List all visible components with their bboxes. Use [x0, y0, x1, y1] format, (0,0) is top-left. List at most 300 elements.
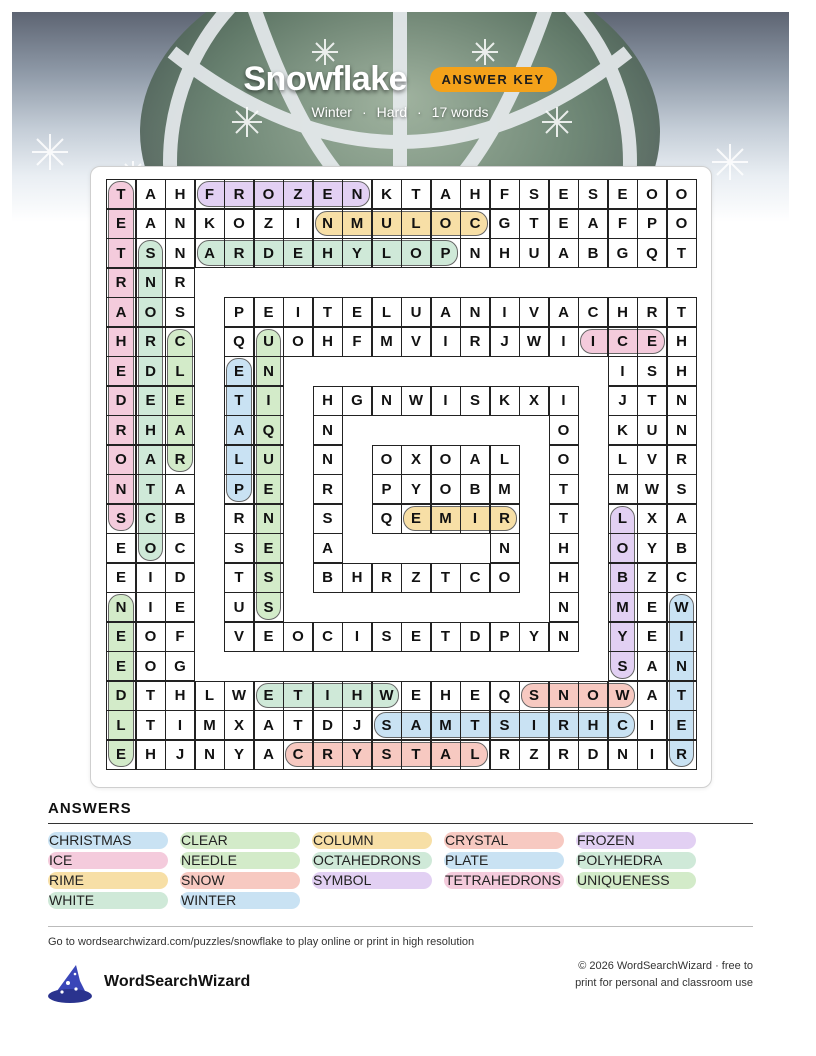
grid-cell: S [519, 681, 549, 711]
grid-cell: D [254, 238, 284, 268]
grid-cell: O [490, 563, 520, 593]
grid-cell: L [608, 504, 638, 534]
grid-cell: Z [637, 563, 667, 593]
grid-cell: O [549, 415, 579, 445]
grid-cell: H [667, 356, 697, 386]
grid-cell: N [667, 415, 697, 445]
grid-cell: H [313, 327, 343, 357]
grid-cell: N [313, 415, 343, 445]
grid-cell: R [224, 504, 254, 534]
grid-cell: E [401, 681, 431, 711]
grid-cell: P [431, 238, 461, 268]
grid-cell: B [460, 474, 490, 504]
grid-cell: W [224, 681, 254, 711]
grid-cell: A [637, 651, 667, 681]
grid-cell: B [165, 504, 195, 534]
grid-cell: I [549, 327, 579, 357]
grid-cell: I [136, 563, 166, 593]
grid-cell: Q [372, 504, 402, 534]
grid-cell: P [224, 297, 254, 327]
theme-label: Winter [311, 104, 352, 120]
grid-cell: C [460, 209, 490, 239]
answer-word: CRYSTAL [444, 832, 564, 849]
grid-cell: R [106, 415, 136, 445]
grid-cell: H [578, 710, 608, 740]
grid-cell: E [313, 179, 343, 209]
grid-cell: Z [283, 179, 313, 209]
grid-cell: H [313, 386, 343, 416]
grid-cell: E [637, 592, 667, 622]
grid-cell: P [372, 474, 402, 504]
grid-cell: O [578, 681, 608, 711]
grid-cell: K [490, 386, 520, 416]
grid-cell: T [667, 238, 697, 268]
page-title: Snowflake [243, 60, 408, 98]
grid-cell: A [667, 504, 697, 534]
grid-cell: O [136, 622, 166, 652]
grid-cell: R [224, 179, 254, 209]
grid-cell: N [165, 238, 195, 268]
grid-cell: M [431, 710, 461, 740]
grid-cell: M [608, 592, 638, 622]
grid-cell: O [637, 179, 667, 209]
grid-cell: H [313, 238, 343, 268]
grid-cell: E [106, 209, 136, 239]
grid-cell: A [165, 474, 195, 504]
grid-cell: O [549, 445, 579, 475]
puzzle-meta [0, 104, 800, 120]
grid-cell: U [254, 327, 284, 357]
grid-cell: H [165, 681, 195, 711]
grid-cell: N [165, 209, 195, 239]
grid-cell: P [224, 474, 254, 504]
grid-cell: E [254, 681, 284, 711]
grid-cell: A [460, 445, 490, 475]
grid-cell: C [136, 504, 166, 534]
grid-cell: Y [608, 622, 638, 652]
grid-cell: K [372, 179, 402, 209]
grid-cell: E [254, 533, 284, 563]
grid-cell: I [608, 356, 638, 386]
answer-word: RIME [48, 872, 168, 889]
grid-cell: T [401, 179, 431, 209]
separator-dot: · [417, 104, 422, 120]
grid-cell: N [608, 740, 638, 770]
grid-cell: H [431, 681, 461, 711]
grid-cell: A [401, 710, 431, 740]
grid-cell: C [283, 740, 313, 770]
grid-cell: R [136, 327, 166, 357]
grid-cell: R [667, 445, 697, 475]
grid-cell: O [667, 209, 697, 239]
grid-cell: D [313, 710, 343, 740]
grid-cell: E [401, 504, 431, 534]
grid-cell: I [637, 740, 667, 770]
answer-word: OCTAHEDRONS [312, 852, 432, 869]
grid-cell: I [165, 710, 195, 740]
grid-cell: O [431, 445, 461, 475]
grid-cell: R [549, 740, 579, 770]
grid-cell: D [136, 356, 166, 386]
grid-cell: E [549, 209, 579, 239]
grid-cell: I [431, 386, 461, 416]
grid-cell: B [578, 238, 608, 268]
word-count-label: 17 words [431, 104, 489, 120]
grid-cell: O [401, 238, 431, 268]
grid-cell: F [608, 209, 638, 239]
grid-cell: D [106, 681, 136, 711]
grid-cell: J [165, 740, 195, 770]
grid-cell: T [106, 179, 136, 209]
grid-cell: E [460, 681, 490, 711]
grid-cell: E [165, 386, 195, 416]
grid-cell: K [195, 209, 225, 239]
grid-cell: A [106, 297, 136, 327]
grid-cell: F [490, 179, 520, 209]
grid-cell: L [608, 445, 638, 475]
answer-word: TETRAHEDRONS [444, 872, 564, 889]
copyright-text: © 2026 WordSearchWizard · free to print for personal and classroom use [575, 960, 753, 989]
grid-cell: L [372, 297, 402, 327]
grid-cell: T [401, 740, 431, 770]
grid-cell: B [608, 563, 638, 593]
grid-cell: I [431, 327, 461, 357]
grid-cell: O [431, 209, 461, 239]
grid-cell: T [283, 710, 313, 740]
grid-cell: V [401, 327, 431, 357]
grid-cell: O [667, 179, 697, 209]
grid-cell: Y [224, 740, 254, 770]
grid-cell: N [372, 386, 402, 416]
grid-cell: E [165, 592, 195, 622]
grid-cell: T [313, 297, 343, 327]
grid-cell: T [431, 563, 461, 593]
grid-cell: O [136, 533, 166, 563]
grid-cell: J [342, 710, 372, 740]
grid-cell: A [431, 179, 461, 209]
grid-cell: I [342, 622, 372, 652]
separator-dot: · [361, 104, 367, 120]
grid-cell: W [637, 474, 667, 504]
grid-cell: U [372, 209, 402, 239]
grid-cell: G [165, 651, 195, 681]
grid-cell: N [106, 592, 136, 622]
grid-cell: M [490, 474, 520, 504]
grid-cell: D [106, 386, 136, 416]
grid-cell: S [372, 710, 402, 740]
grid-cell: L [372, 238, 402, 268]
grid-cell: G [608, 238, 638, 268]
footer-link-text: Go to wordsearchwizard.com/puzzles/snowflake to play online or print in high resolution [48, 936, 475, 948]
grid-cell: E [106, 740, 136, 770]
grid-cell: C [667, 563, 697, 593]
grid-cell: A [431, 297, 461, 327]
grid-cell: H [608, 297, 638, 327]
grid-cell: Q [224, 327, 254, 357]
grid-cell: X [224, 710, 254, 740]
answer-word: FROZEN [576, 832, 696, 849]
grid-cell: D [578, 740, 608, 770]
grid-cell: F [195, 179, 225, 209]
answer-word: CHRISTMAS [48, 832, 168, 849]
grid-cell: Z [401, 563, 431, 593]
footer-divider [48, 926, 753, 927]
grid-cell: R [313, 740, 343, 770]
grid-cell: M [372, 327, 402, 357]
grid-cell: J [490, 327, 520, 357]
grid-cell: R [165, 268, 195, 298]
grid-cell: A [254, 710, 284, 740]
grid-cell: N [313, 209, 343, 239]
grid-cell: I [519, 710, 549, 740]
grid-cell: E [106, 651, 136, 681]
grid-cell: C [313, 622, 343, 652]
grid-cell: H [667, 327, 697, 357]
grid-cell: O [283, 327, 313, 357]
grid-cell: E [254, 474, 284, 504]
grid-cell: H [342, 681, 372, 711]
grid-cell: E [254, 297, 284, 327]
grid-cell: N [254, 504, 284, 534]
grid-cell: Y [637, 533, 667, 563]
answer-word: ICE [48, 852, 168, 869]
grid-cell: W [372, 681, 402, 711]
grid-cell: E [224, 356, 254, 386]
answer-word: CLEAR [180, 832, 300, 849]
grid-cell: N [667, 386, 697, 416]
grid-cell: H [490, 238, 520, 268]
grid-cell: F [342, 327, 372, 357]
grid-cell: N [313, 445, 343, 475]
grid-cell: R [549, 710, 579, 740]
grid-cell: I [549, 386, 579, 416]
grid-cell: E [106, 533, 136, 563]
grid-cell: S [637, 356, 667, 386]
grid-cell: I [578, 327, 608, 357]
brand-name: WordSearchWizard [104, 973, 251, 990]
grid-cell: I [667, 622, 697, 652]
grid-cell: S [254, 592, 284, 622]
grid-cell: T [224, 386, 254, 416]
grid-cell: C [460, 563, 490, 593]
answers-heading: ANSWERS [48, 800, 132, 817]
grid-cell: S [372, 740, 402, 770]
grid-cell: R [372, 563, 402, 593]
grid-cell: E [637, 622, 667, 652]
grid-cell: O [254, 179, 284, 209]
grid-cell: O [224, 209, 254, 239]
grid-cell: Y [401, 474, 431, 504]
grid-cell: S [608, 651, 638, 681]
grid-cell: L [106, 710, 136, 740]
grid-cell: D [165, 563, 195, 593]
grid-cell: U [637, 415, 667, 445]
grid-cell: T [549, 504, 579, 534]
grid-cell: T [637, 386, 667, 416]
grid-cell: A [254, 740, 284, 770]
grid-cell: T [224, 563, 254, 593]
grid-cell: A [195, 238, 225, 268]
grid-cell: V [519, 297, 549, 327]
answers-divider [48, 823, 753, 824]
grid-cell: O [608, 533, 638, 563]
grid-cell: A [549, 297, 579, 327]
grid-cell: S [224, 533, 254, 563]
grid-cell: A [431, 740, 461, 770]
grid-cell: I [637, 710, 667, 740]
grid-cell: H [342, 563, 372, 593]
grid-cell: U [254, 445, 284, 475]
grid-cell: X [637, 504, 667, 534]
grid-cell: A [165, 415, 195, 445]
grid-cell: W [401, 386, 431, 416]
grid-cell: I [136, 592, 166, 622]
answer-key-badge: ANSWER KEY [430, 67, 557, 92]
grid-cell: E [342, 297, 372, 327]
grid-cell: A [637, 681, 667, 711]
grid-cell: R [490, 740, 520, 770]
grid-cell: N [342, 179, 372, 209]
grid-cell: L [165, 356, 195, 386]
grid-cell: S [460, 386, 490, 416]
grid-cell: T [549, 474, 579, 504]
grid-cell: H [136, 415, 166, 445]
grid-cell: L [490, 445, 520, 475]
grid-cell: T [667, 681, 697, 711]
grid-cell: T [431, 622, 461, 652]
grid-cell: Z [254, 209, 284, 239]
grid-cell: V [637, 445, 667, 475]
grid-cell: T [136, 710, 166, 740]
grid-cell: R [313, 474, 343, 504]
answer-word: WINTER [180, 892, 300, 909]
grid-cell: E [401, 622, 431, 652]
grid-cell: E [667, 710, 697, 740]
grid-cell: T [667, 297, 697, 327]
grid-cell: U [519, 238, 549, 268]
grid-cell: T [106, 238, 136, 268]
grid-cell: I [313, 681, 343, 711]
grid-cell: S [106, 504, 136, 534]
grid-cell: Y [342, 238, 372, 268]
grid-cell: S [165, 297, 195, 327]
grid-cell: H [165, 179, 195, 209]
puzzle-grid-card [90, 166, 712, 788]
grid-cell: V [224, 622, 254, 652]
grid-cell: H [549, 563, 579, 593]
grid-cell: S [254, 563, 284, 593]
grid-cell: U [401, 297, 431, 327]
grid-cell: N [490, 533, 520, 563]
grid-cell: A [224, 415, 254, 445]
grid-cell: U [224, 592, 254, 622]
grid-cell: T [136, 474, 166, 504]
grid-cell: S [490, 710, 520, 740]
grid-cell: H [106, 327, 136, 357]
grid-cell: S [313, 504, 343, 534]
grid-cell: J [608, 386, 638, 416]
grid-cell: O [431, 474, 461, 504]
grid-cell: O [136, 297, 166, 327]
grid-cell: K [608, 415, 638, 445]
answer-word: COLUMN [312, 832, 432, 849]
grid-cell: A [136, 445, 166, 475]
grid-cell: O [106, 445, 136, 475]
grid-cell: N [460, 297, 490, 327]
grid-cell: B [667, 533, 697, 563]
grid-cell: N [460, 238, 490, 268]
grid-cell: Q [254, 415, 284, 445]
grid-cell: R [490, 504, 520, 534]
grid-cell: C [165, 327, 195, 357]
grid-cell: Y [342, 740, 372, 770]
grid-cell: X [401, 445, 431, 475]
grid-cell: O [372, 445, 402, 475]
grid-cell: I [460, 504, 490, 534]
grid-cell: C [578, 297, 608, 327]
answer-word: UNIQUENESS [576, 872, 696, 889]
grid-cell: W [608, 681, 638, 711]
grid-cell: Q [490, 681, 520, 711]
grid-cell: P [637, 209, 667, 239]
grid-cell: N [106, 474, 136, 504]
grid-cell: E [106, 622, 136, 652]
grid-cell: R [667, 740, 697, 770]
grid-cell: H [460, 179, 490, 209]
grid-cell: N [195, 740, 225, 770]
grid-cell: H [549, 533, 579, 563]
grid-cell: Y [519, 622, 549, 652]
grid-cell: E [106, 356, 136, 386]
grid-cell: S [578, 179, 608, 209]
grid-cell: N [549, 622, 579, 652]
grid-cell: C [608, 710, 638, 740]
grid-cell: E [283, 238, 313, 268]
difficulty-label: Hard [376, 104, 407, 120]
answer-word: SNOW [180, 872, 300, 889]
grid-cell: S [519, 179, 549, 209]
grid-cell: N [549, 592, 579, 622]
grid-cell: T [460, 710, 490, 740]
grid-cell: N [254, 356, 284, 386]
grid-cell: F [165, 622, 195, 652]
grid-cell: R [165, 445, 195, 475]
title-row [0, 60, 800, 99]
grid-cell: G [490, 209, 520, 239]
grid-cell: C [608, 327, 638, 357]
grid-cell: M [342, 209, 372, 239]
grid-cell: G [342, 386, 372, 416]
grid-cell: L [460, 740, 490, 770]
grid-cell: C [165, 533, 195, 563]
grid-cell: T [519, 209, 549, 239]
grid-cell: Q [637, 238, 667, 268]
grid-cell: R [460, 327, 490, 357]
grid-cell: R [106, 268, 136, 298]
grid-cell: O [283, 622, 313, 652]
grid-cell: Z [519, 740, 549, 770]
answer-word: SYMBOL [312, 872, 432, 889]
grid-cell: O [136, 651, 166, 681]
grid-cell: A [313, 533, 343, 563]
grid-cell: E [136, 386, 166, 416]
grid-cell: S [372, 622, 402, 652]
grid-cell: R [224, 238, 254, 268]
grid-cell: N [667, 651, 697, 681]
grid-cell: H [136, 740, 166, 770]
answer-word: NEEDLE [180, 852, 300, 869]
grid-cell: I [283, 297, 313, 327]
